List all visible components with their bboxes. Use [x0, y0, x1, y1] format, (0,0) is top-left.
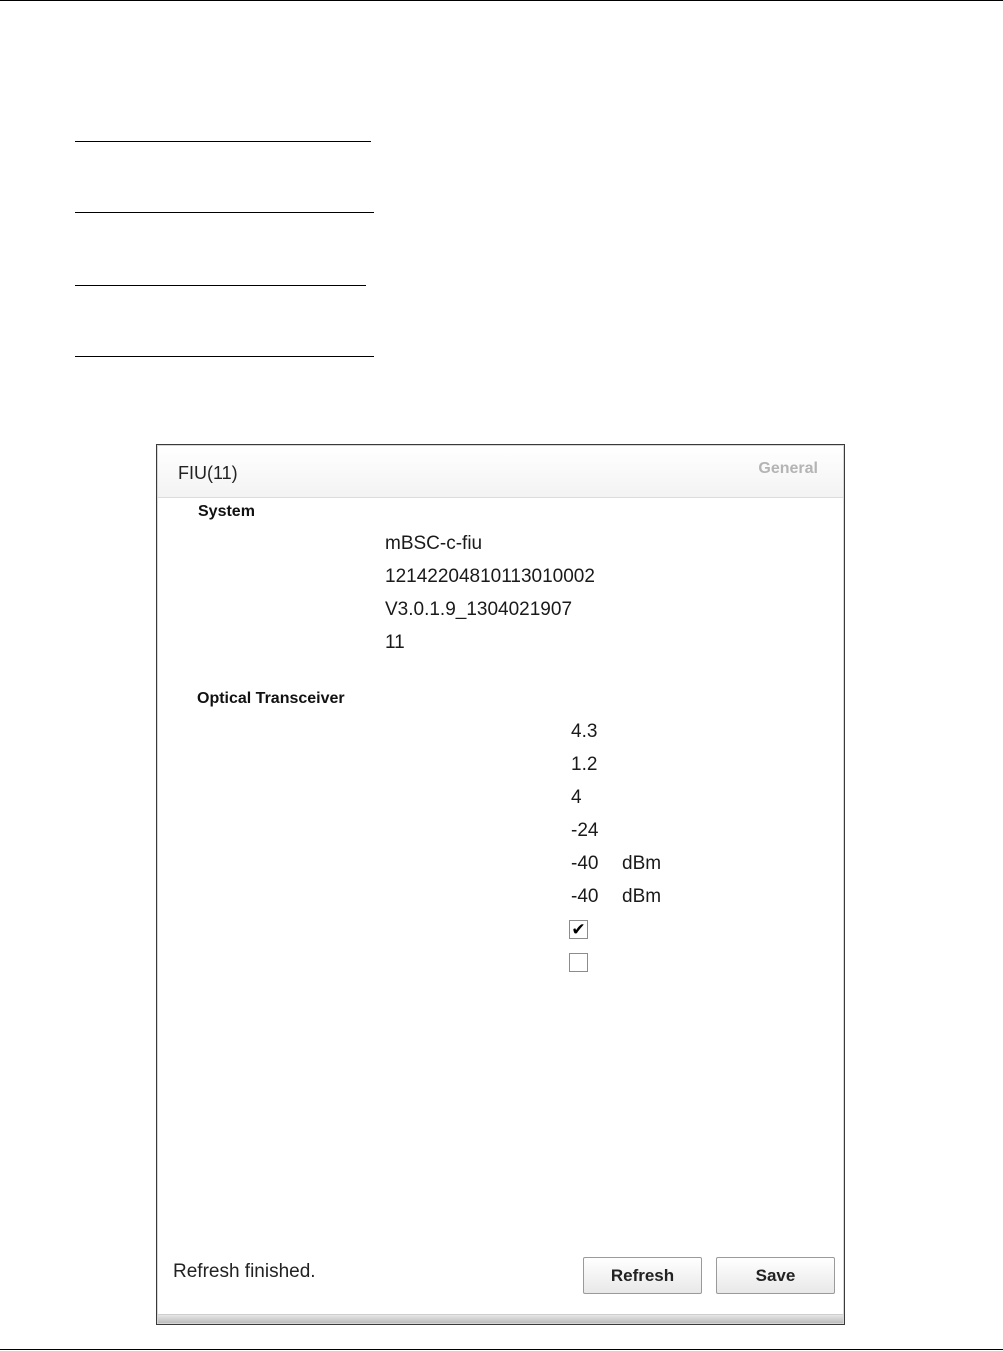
- doc-blank-line-2: [75, 212, 374, 213]
- field-unit: dBm: [622, 853, 662, 874]
- save-button[interactable]: Save: [716, 1257, 835, 1294]
- field-value: 11: [385, 632, 405, 653]
- page-top-rule: [0, 0, 1003, 1]
- field-value: -40: [571, 853, 599, 874]
- field-value: 4.3: [571, 721, 598, 742]
- fiu-general-panel: [156, 444, 845, 1325]
- panel-title: FIU(11): [178, 463, 238, 483]
- section-title-system: System: [198, 503, 255, 520]
- page-bottom-rule: [0, 1349, 1003, 1350]
- field-value: 12142204810113010002: [385, 566, 595, 587]
- field-value: mBSC-c-fiu: [385, 533, 483, 554]
- alarm2-checkbox[interactable]: [569, 953, 588, 972]
- field-value: -40: [571, 886, 599, 907]
- section-title-optical: Optical Transceiver: [197, 690, 345, 707]
- doc-blank-line-1: [75, 141, 371, 142]
- field-value: 1.2: [571, 754, 598, 775]
- field-value: -24: [571, 820, 599, 841]
- status-message: Refresh finished.: [173, 1261, 316, 1282]
- panel-bottom-bar: [158, 1314, 843, 1323]
- panel-header: [158, 446, 843, 498]
- tab-general[interactable]: General: [758, 460, 818, 477]
- panel-frame: [157, 445, 844, 1324]
- field-value: V3.0.1.9_1304021907: [385, 599, 573, 620]
- alarm1-checkbox[interactable]: ✔: [569, 920, 588, 939]
- field-unit: dBm: [622, 886, 662, 907]
- doc-blank-line-3: [75, 285, 366, 286]
- refresh-button[interactable]: Refresh: [583, 1257, 702, 1294]
- doc-blank-line-4: [75, 356, 374, 357]
- field-value: 4: [571, 787, 582, 808]
